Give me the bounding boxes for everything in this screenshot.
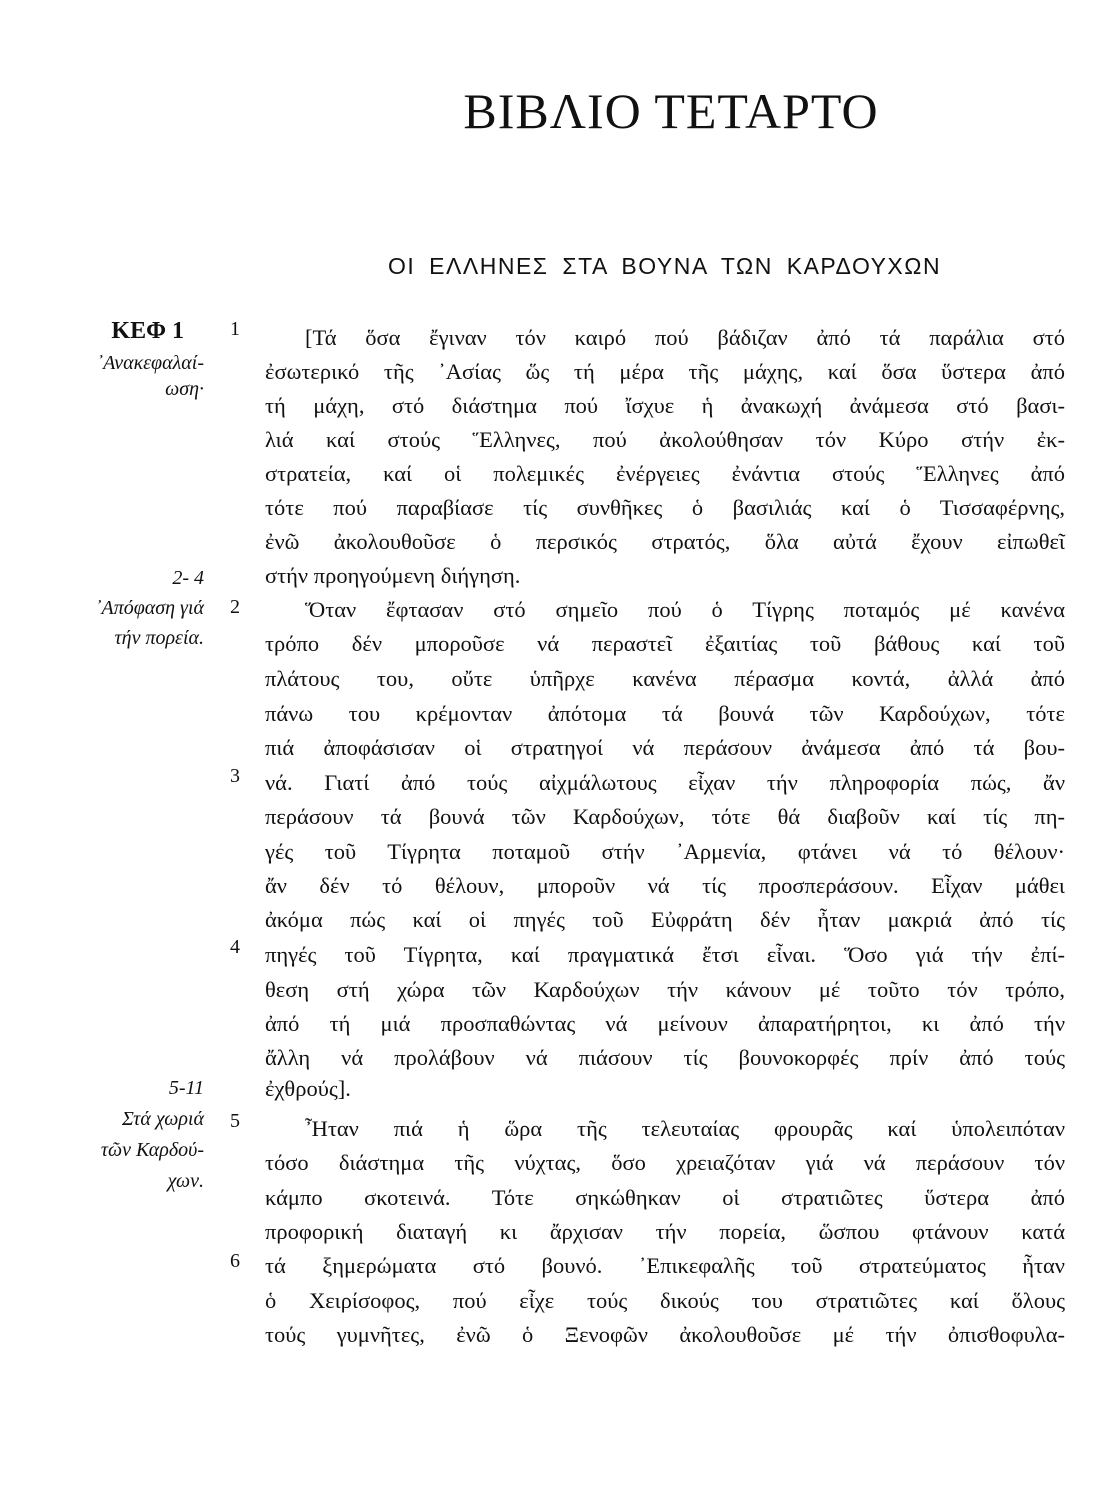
margin-note-line: τῶν Καρδού-	[100, 1139, 204, 1161]
margin-note-line: χων.	[167, 1170, 204, 1192]
text-line: προφορική διαταγή κι ἄρχισαν τήν πορεία, ὥσπου φτάνουν κατά	[265, 1219, 1065, 1244]
chapter-label: ΚΕΦ 1	[111, 318, 184, 344]
text-line: πλάτους του, οὔτε ὑπῆρχε κανένα πέρασμα κοντά, ἀλλά ἀπό	[265, 666, 1065, 691]
margin-note-line: Στά χωριά	[121, 1108, 204, 1130]
margin-note-line: ᾽Απόφαση γιά	[94, 597, 204, 619]
text-line: πηγές τοῦ Τίγρητα, καί πραγματικά ἔτσι εἶναι. Ὅσο γιά τήν ἐπί-	[265, 942, 1065, 967]
margin-note-line: ᾽Ανακεφαλαί-	[96, 352, 204, 374]
text-line: στρατεία, καί οἱ πολεμικές ἐνέργειες ἐνάντια στούς Ἕλληνες ἀπό	[265, 461, 1065, 486]
margin-note-line: ωση·	[165, 378, 204, 400]
text-line: ὁ Χειρίσοφος, πού εἶχε τούς δικούς του στρατιῶτες καί ὅλους	[265, 1288, 1065, 1313]
verse-number: 2	[230, 596, 240, 618]
verse-number: 6	[230, 1250, 240, 1272]
book-title: ΒΙΒΛΙΟ ΤΕΤΑΡΤΟ	[463, 83, 879, 139]
verse-number: 4	[230, 936, 240, 958]
text-line: τότε πού παραβίασε τίς συνθῆκες ὁ βασιλιάς καί ὁ Τισσαφέρνης,	[265, 495, 1065, 520]
margin-note-line: 5-11	[168, 1077, 204, 1099]
text-line: κάμπο σκοτεινά. Τότε σηκώθηκαν οἱ στρατιῶτες ὕστερα ἀπό	[265, 1185, 1065, 1210]
text-line: περάσουν τά βουνά τῶν Καρδούχων, τότε θά διαβοῦν καί τίς πη-	[265, 804, 1065, 829]
text-line: ἐσωτερικό τῆς ᾽Ασίας ὥς τή μέρα τῆς μάχης, καί ὅσα ὕστερα ἀπό	[265, 359, 1065, 384]
text-line: τά ξημερώματα στό βουνό. ᾽Επικεφαλῆς τοῦ στρατεύματος ἦταν	[265, 1253, 1065, 1278]
margin-note-decision	[95, 563, 204, 653]
text-line: ἐνῶ ἀκολουθοῦσε ὁ περσικός στρατός, ὅλα αὐτά ἔχουν εἰπωθεῖ	[265, 529, 1065, 554]
text-line: τούς γυμνῆτες, ἐνῶ ὁ Ξενοφῶν ἀκολουθοῦσε μέ τήν ὀπισθοφυλα-	[265, 1322, 1065, 1347]
text-line: ἐχθρούς].	[265, 1076, 351, 1101]
text-line: τή μάχη, στό διάστημα πού ἴσχυε ἡ ἀνακωχή ἀνάμεσα στό βασι-	[265, 393, 1065, 418]
text-line: ἄν δέν τό θέλουν, μποροῦν νά τίς προσπεράσουν. Εἶχαν μάθει	[265, 873, 1065, 898]
text-line: τρόπο δέν μποροῦσε νά περαστεῖ ἐξαιτίας τοῦ βάθους καί τοῦ	[265, 631, 1065, 656]
text-line: λιά καί στούς Ἕλληνες, πού ἀκολούθησαν τόν Κύρο στήν ἐκ-	[265, 427, 1065, 452]
text-line: Ὅταν ἔφτασαν στό σημεῖο πού ὁ Τίγρης ποταμός μέ κανένα	[305, 597, 1065, 622]
text-line: τόσο διάστημα τῆς νύχτας, ὅσο χρειαζόταν γιά νά περάσουν τόν	[265, 1150, 1065, 1175]
text-line: ἄλλη νά προλάβουν νά πιάσουν τίς βουνοκορφές πρίν ἀπό τούς	[265, 1045, 1065, 1070]
text-line: [Τά ὅσα ἔγιναν τόν καιρό πού βάδιζαν ἀπό τά παράλια στό	[305, 325, 1065, 350]
text-line: νά. Γιατί ἀπό τούς αἰχμάλωτους εἶχαν τήν πληροφορία πώς, ἄν	[265, 770, 1065, 795]
margin-note-line: τήν πορεία.	[114, 627, 204, 649]
text-line: ἀκόμα πώς καί οἱ πηγές τοῦ Εὐφράτη δέν ἦταν μακριά ἀπό τίς	[265, 907, 1065, 932]
text-line: πιά ἀποφάσισαν οἱ στρατηγοί νά περάσουν ἀνάμεσα ἀπό τά βου-	[265, 735, 1065, 760]
text-line: γές τοῦ Τίγρητα ποταμοῦ στήν ᾽Αρμενία, φτάνει νά τό θέλουν·	[265, 839, 1065, 864]
margin-note-line: 2- 4	[172, 567, 204, 589]
text-line: ἀπό τή μιά προσπαθώντας νά μείνουν ἀπαρατήρητοι, κι ἀπό τήν	[265, 1011, 1065, 1036]
text-line: θεση στή χώρα τῶν Καρδούχων τήν κάνουν μέ τοῦτο τόν τρόπο,	[265, 977, 1065, 1002]
text-line: πάνω του κρέμονταν ἀπότομα τά βουνά τῶν Καρδούχων, τότε	[265, 701, 1065, 726]
section-title: ΟΙ ΕΛΛΗΝΕΣ ΣΤΑ ΒΟΥΝΑ ΤΩΝ ΚΑΡΔΟΥΧΩΝ	[388, 253, 942, 279]
text-line: Ἦταν πιά ἡ ὥρα τῆς τελευταίας φρουρᾶς καί ὑπολειπόταν	[305, 1116, 1065, 1141]
margin-note-summary	[96, 350, 204, 402]
text-line: στήν προηγούμενη διήγηση.	[265, 563, 521, 588]
verse-number: 5	[230, 1110, 240, 1132]
verse-number: 1	[230, 318, 240, 340]
verse-number: 3	[230, 765, 240, 787]
margin-note-villages	[101, 1073, 204, 1197]
